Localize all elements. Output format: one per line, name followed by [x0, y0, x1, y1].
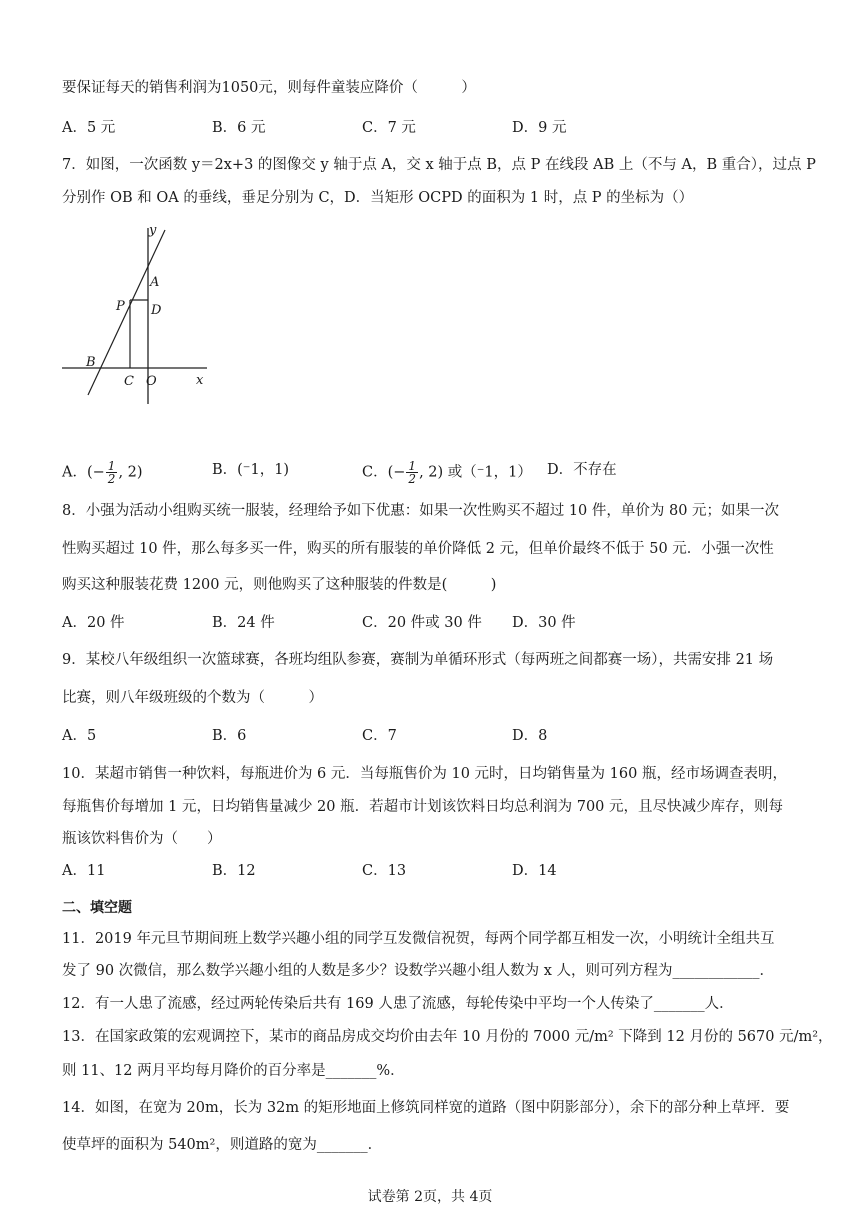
page-footer: 试卷第 2页，共 4页	[367, 1189, 493, 1205]
q9-stem-line1: 9．某校八年级组织一次篮球赛，各班均组队参赛，赛制为单循环形式（每两班之间都赛一场），共需安排 21 场	[62, 652, 774, 668]
fraction-half: $\frac{1}{2}$	[107, 459, 116, 486]
q7-stem-line1: 7．如图，一次函数 y＝2x+3 的图像交 y 轴于点 A，交 x 轴于点 B，点 P 在线段 AB 上（不与 A，B 重合），过点 P	[62, 157, 816, 173]
q13-stem-line1: 13．在国家政策的宏观调控下，某市的商品房成交均价由去年 10 月份的 7000 元/m² 下降到 12 月份的 5670 元/m²，	[62, 1029, 833, 1045]
label-x: x	[196, 373, 204, 388]
label-p: P	[116, 299, 125, 314]
q9-option-d[interactable]: D．8	[512, 728, 548, 744]
q14-stem-line2: 使草坪的面积为 540m²，则道路的宽为_______．	[62, 1137, 383, 1153]
q11-stem-line1: 11．2019 年元旦节期间班上数学兴趣小组的同学互发微信祝贺，每两个同学都互相发一次，小明统计全组共互	[62, 931, 775, 947]
q6-stem-tail: 要保证每天的销售利润为1050元，则每件童装应降价（ ）	[62, 80, 476, 96]
q7-stem-line2: 分别作 OB 和 OA 的垂线，垂足分别为 C，D．当矩形 OCPD 的面积为 1 时，点 P 的坐标为（）	[62, 190, 694, 206]
q11-stem-line2: 发了 90 次微信，那么数学兴趣小组的人数是多少？设数学兴趣小组人数为 x 人，则可列方程为____________．	[62, 963, 775, 979]
q6-option-a[interactable]: A．5 元	[62, 120, 116, 136]
q6-option-d[interactable]: D．9 元	[512, 120, 567, 136]
label-d: D	[151, 303, 162, 318]
q7-function-graph	[62, 218, 222, 418]
q10-option-c[interactable]: C．13	[362, 863, 407, 879]
q9-option-b[interactable]: B．6	[212, 728, 247, 744]
q10-option-d[interactable]: D．14	[512, 863, 557, 879]
q7-option-a[interactable]: A．(− $\frac{1}{2}$ , 2)	[62, 459, 143, 486]
q10-stem-line3: 瓶该饮料售价为（ ）	[62, 831, 222, 847]
q7-option-b[interactable]: B．(⁻1，1)	[212, 462, 290, 478]
q7-option-c[interactable]: C．(− $\frac{1}{2}$ , 2) 或（⁻1，1）	[362, 459, 532, 486]
q14-stem-line1: 14．如图，在宽为 20m，长为 32m 的矩形地面上修筑同样宽的道路（图中阴影部分），余下的部分种上草坪．要	[62, 1100, 790, 1116]
q10-option-b[interactable]: B．12	[212, 863, 256, 879]
q8-option-b[interactable]: B．24 件	[212, 615, 275, 631]
label-a: A	[150, 275, 160, 290]
q8-stem-line1: 8．小强为活动小组购买统一服装，经理给予如下优惠：如果一次性购买不超过 10 件，单价为 80 元；如果一次	[62, 503, 780, 519]
q13-stem-line2: 则 11、12 两月平均每月降价的百分率是_______%．	[62, 1063, 405, 1079]
fraction-half: $\frac{1}{2}$	[408, 459, 417, 486]
label-o: O	[146, 374, 157, 389]
label-y: y	[149, 223, 157, 238]
q8-option-d[interactable]: D．30 件	[512, 615, 576, 631]
label-c: C	[124, 374, 134, 389]
q8-option-a[interactable]: A．20 件	[62, 615, 125, 631]
label-b: B	[86, 355, 96, 370]
section-heading-fill-in: 二、填空题	[62, 900, 132, 916]
q10-stem-line1: 10．某超市销售一种饮料，每瓶进价为 6 元．当每瓶售价为 10 元时，日均销售量为 160 瓶，经市场调查表明，	[62, 766, 787, 782]
q8-stem-line3: 购买这种服装花费 1200 元，则他购买了这种服装的件数是( )	[62, 577, 497, 593]
q8-stem-line2: 性购买超过 10 件，那么每多买一件，购买的所有服装的单价降低 2 元，但单价最终不低于 50 元．小强一次性	[62, 541, 774, 557]
q7-option-d[interactable]: D．不存在	[547, 462, 617, 478]
q10-option-a[interactable]: A．11	[62, 863, 106, 879]
q8-option-c[interactable]: C．20 件或 30 件	[362, 615, 482, 631]
q9-stem-line2: 比赛，则八年级班级的个数为（ ）	[62, 690, 323, 706]
q6-option-b[interactable]: B．6 元	[212, 120, 266, 136]
q9-option-c[interactable]: C．7	[362, 728, 397, 744]
q12-stem: 12．有一人患了流感，经过两轮传染后共有 169 人患了流感，每轮传染中平均一个人传染了_______人．	[62, 996, 734, 1012]
q6-option-c[interactable]: C．7 元	[362, 120, 416, 136]
q9-option-a[interactable]: A．5	[62, 728, 97, 744]
q10-stem-line2: 每瓶售价每增加 1 元，日均销售量减少 20 瓶．若超市计划该饮料日均总利润为 700 元，且尽快减少库存，则每	[62, 799, 784, 815]
